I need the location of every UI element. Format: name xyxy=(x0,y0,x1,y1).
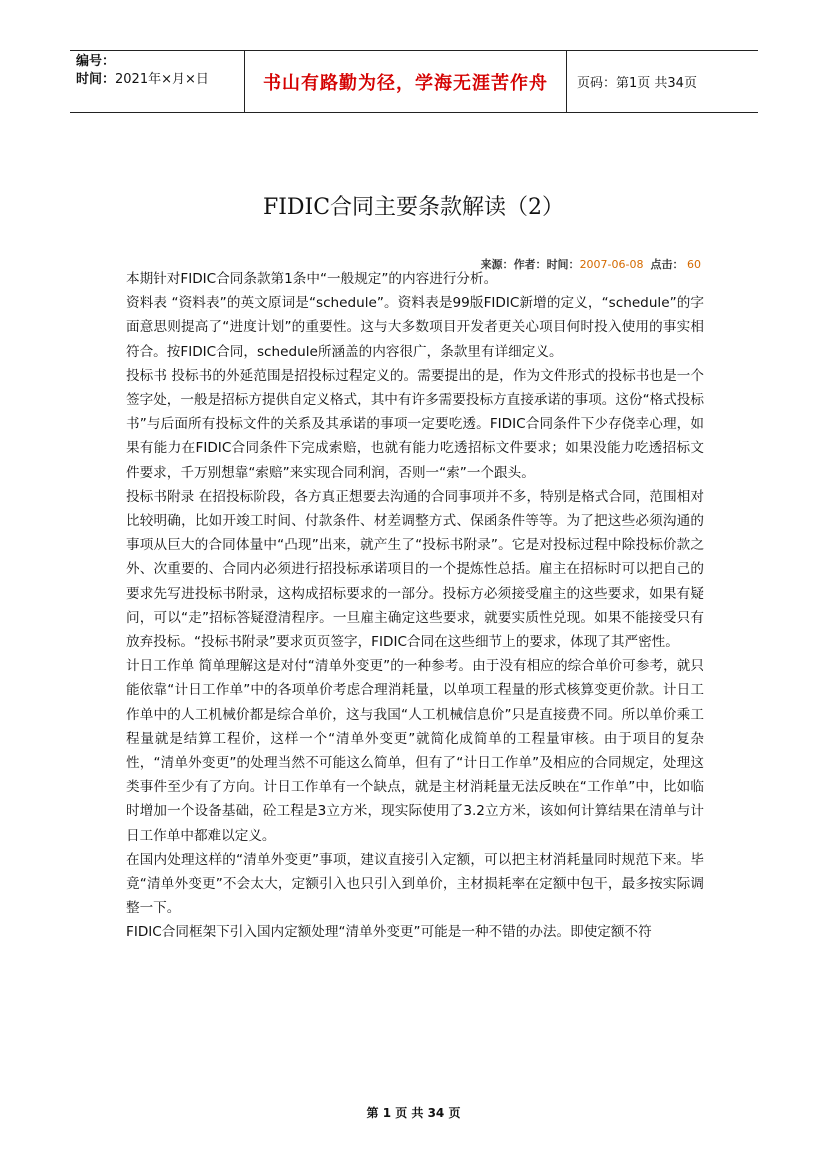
time-label: 时间： xyxy=(76,72,116,87)
author-label: 作者： xyxy=(513,258,547,271)
clicks-label: 点击： xyxy=(650,258,684,271)
header-info-cell xyxy=(70,51,245,112)
source-label: 来源： xyxy=(480,258,514,271)
header-motto: 书山有路勤为径，学海无涯苦作舟 xyxy=(263,72,548,94)
header-page-number: 页码：第1页 共34页 xyxy=(577,76,697,91)
meta-time-label: 时间： xyxy=(546,258,580,271)
article-body xyxy=(126,267,704,945)
page-footer: 第 1 页 共 34 页 xyxy=(366,1106,461,1120)
paragraph: FIDIC合同框架下引入国内定额处理“清单外变更”可能是一种不错的办法。即使定额不符 xyxy=(126,924,652,941)
time-value: 2021年×月×日 xyxy=(115,72,209,87)
number-label: 编号： xyxy=(76,54,116,69)
paragraph: 资料表 “资料表”的英文原词是“schedule”。资料表是99版FIDIC新增的定义，“schedule”的字面意思则提高了“进度计划”的重要性。这与大多数项目开发者更关心项目何时投入使用的事实相符合。按FIDIC合同，schedule所涵盖的内容很广，条款里有详细定义。 xyxy=(126,295,704,360)
paragraph: 投标书 投标书的外延范围是招投标过程定义的。需要提出的是，作为文件形式的投标书也是一个签字处，一般是招标方提供自定义格式，其中有许多需要投标方直接承诺的事项。这份“格式投标书”与后面所有投标文件的关系及其承诺的事项一定要吃透。FIDIC合同条件下少存侥幸心理，如果有能力在FIDIC合同条件下完成索赔，也就有能力吃透招标文件要求；如果没能力吃透招标文件要求，千万别想靠“索赔”来实现合同利润，否则一“索”一个跟头。 xyxy=(126,367,704,481)
meta-time-value: 2007-06-08 xyxy=(579,258,644,271)
paragraph: 计日工作单 简单理解这是对付“清单外变更”的一种参考。由于没有相应的综合单价可参考，就只能依靠“计日工作单”中的各项单价考虑合理消耗量，以单项工程量的形式核算变更价款。计日工作单中的人工机械价都是综合单价，这与我国“人工机械信息价”只是直接费不同。所以单价乘工程量就是结算工程价，这样一个“清单外变更”就简化成简单的工程量审核。由于项目的复杂性，“清单外变更”的处理当然不可能这么简单，但有了“计日工作单”及相应的合同规定，处理这类事件至少有了方向。计日工作单有一个缺点，就是主材消耗量无法反映在“工作单”中，比如临时增加一个设备基础，砼工程是3立方米，现实际使用了3.2立方米，该如何计算结果在清单与计日工作单中都难以定义。 xyxy=(126,658,704,844)
paragraph: 本期针对FIDIC合同条款第1条中“一般规定”的内容进行分析。 xyxy=(126,271,498,287)
header-motto-cell xyxy=(245,51,567,112)
paragraph: 投标书附录 在招投标阶段，各方真正想要去沟通的合同事项并不多，特别是格式合同，范围相对比较明确，比如开竣工时间、付款条件、材差调整方式、保函条件等等。为了把这些必须沟通的事项从巨大的合同体量中“凸现”出来，就产生了“投标书附录”。它是对投标过程中除投标价款之外、次重要的、合同内必须进行招投标承诺项目的一个提炼性总括。雇主在招标时可以把自己的要求先写进投标书附录，这构成招标要求的一部分。投标方必须接受雇主的这些要求，如果有疑问，可以“走”招标答疑澄清程序。一旦雇主确定这些要求，就要实质性兑现。如果不能接受只有放弃投标。“投标书附录”要求页页签字，FIDIC合同在这些细节上的要求，体现了其严密性。 xyxy=(126,488,704,651)
article-title: FIDIC合同主要条款解读（2） xyxy=(262,195,565,220)
clicks-value: 60 xyxy=(687,258,701,271)
page-header xyxy=(70,50,758,113)
time-row xyxy=(76,71,244,89)
header-page-cell xyxy=(567,51,758,112)
paragraph: 在国内处理这样的“清单外变更”事项，建议直接引入定额，可以把主材消耗量同时规范下来。毕竟“清单外变更”不会太大，定额引入也只引入到单价，主材损耗率在定额中包干，最多按实际调整一下。 xyxy=(126,851,704,917)
